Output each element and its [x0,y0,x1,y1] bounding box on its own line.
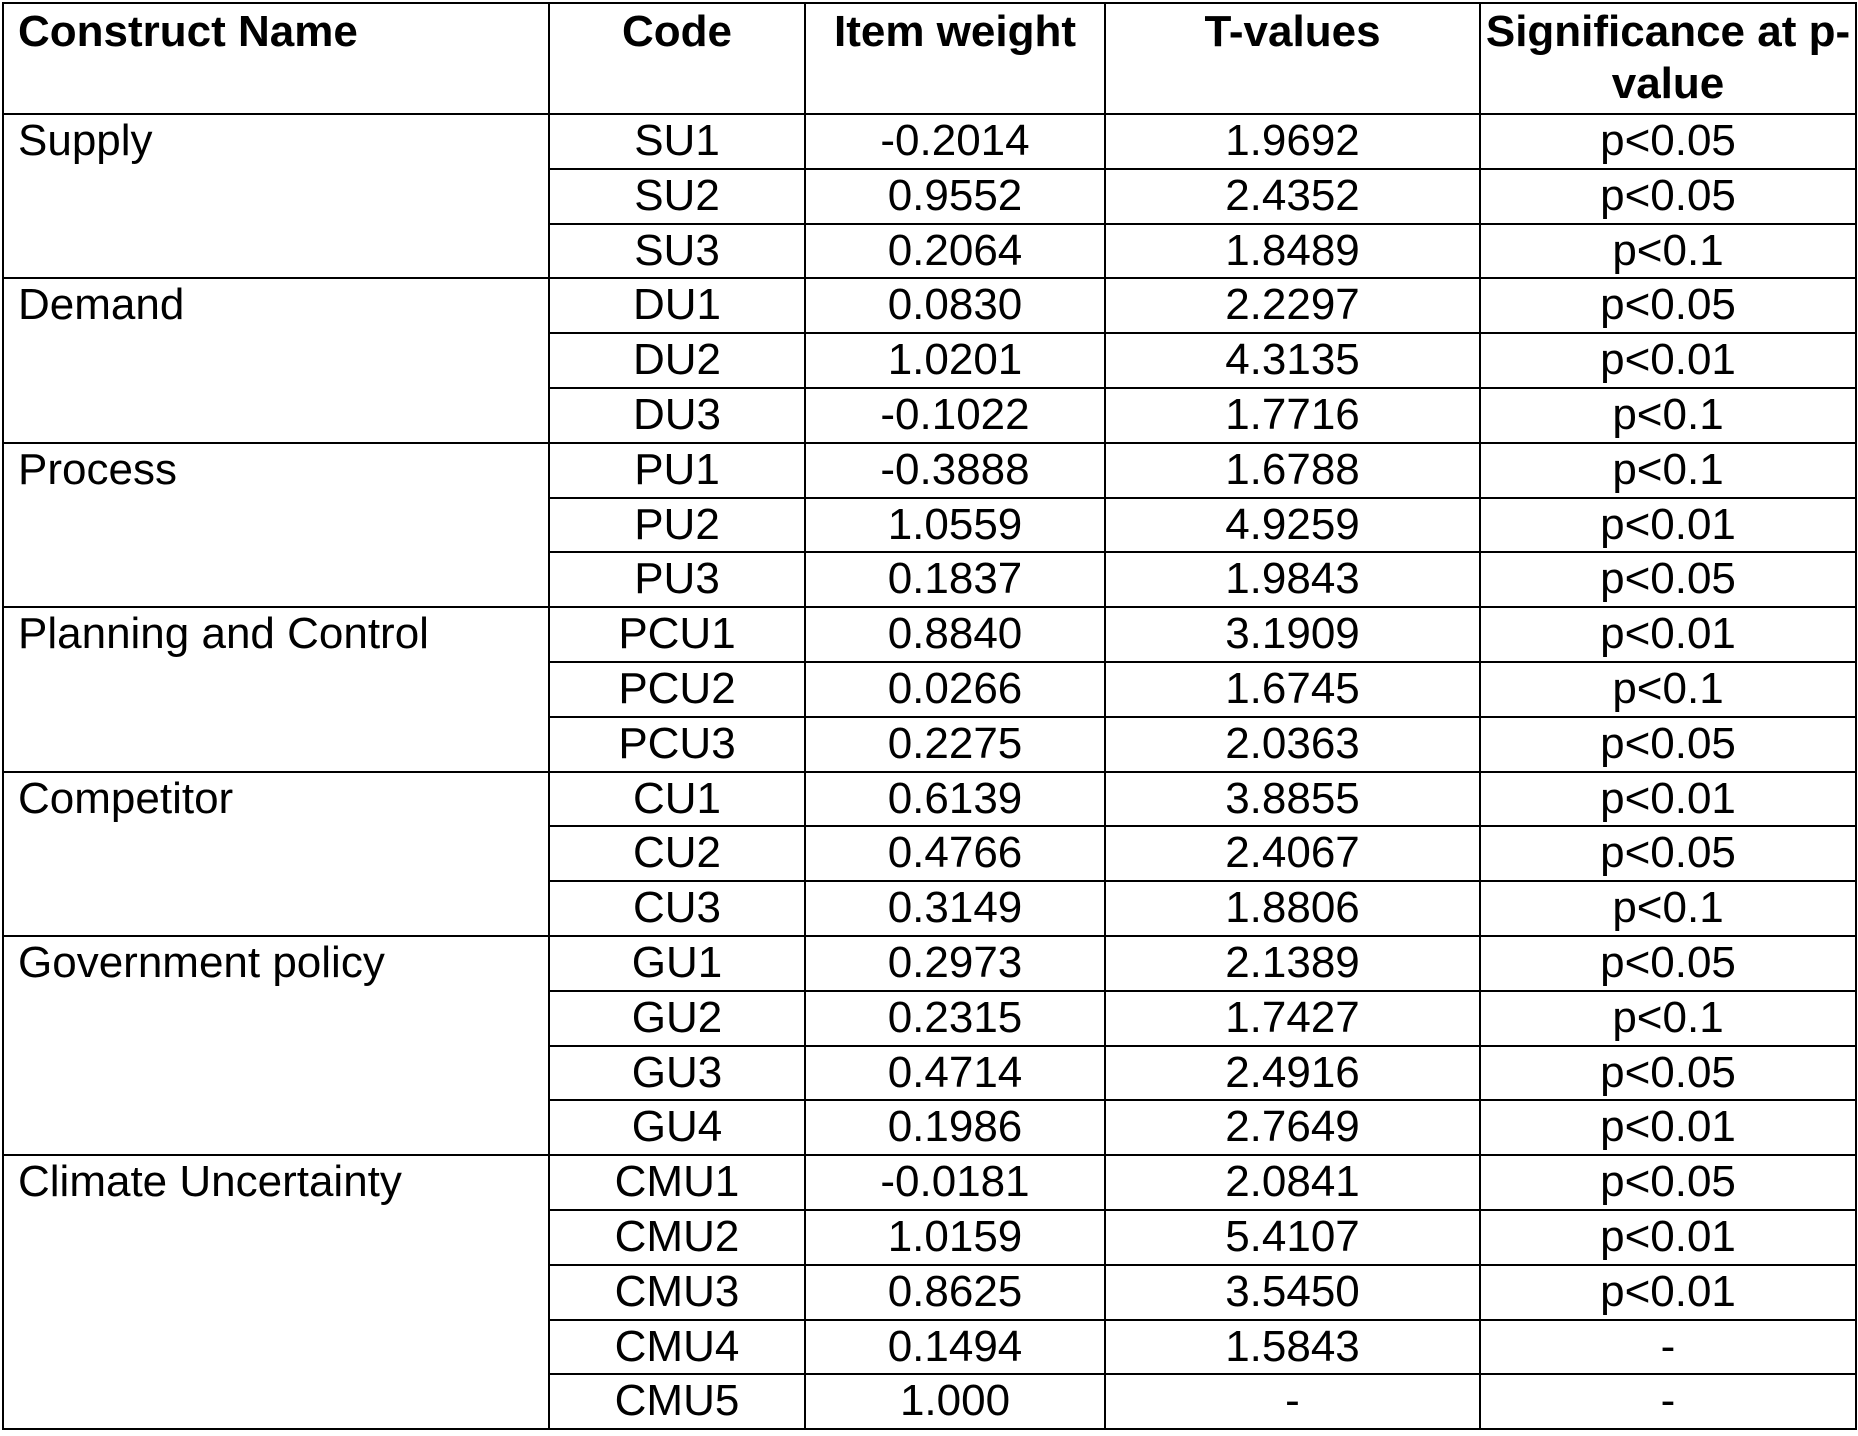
item-weight-cell: -0.3888 [805,443,1105,498]
code-cell: PCU2 [549,662,805,717]
t-value-cell: 1.6745 [1105,662,1480,717]
t-value-cell: 2.4067 [1105,826,1480,881]
significance-cell: p<0.01 [1480,772,1856,827]
item-weight-cell: 0.8625 [805,1265,1105,1320]
significance-cell: p<0.01 [1480,1265,1856,1320]
code-cell: CMU3 [549,1265,805,1320]
t-value-cell: 2.0363 [1105,717,1480,772]
code-cell: DU1 [549,278,805,333]
construct-name-cell: Process [3,443,549,607]
significance-cell: p<0.05 [1480,1046,1856,1101]
code-cell: DU2 [549,333,805,388]
item-weight-cell: 0.2973 [805,936,1105,991]
table-row [3,278,1856,333]
item-weight-cell: 0.0266 [805,662,1105,717]
t-value-cell: 1.5843 [1105,1320,1480,1375]
item-weight-cell: 1.0159 [805,1210,1105,1265]
significance-cell: p<0.05 [1480,278,1856,333]
table-row [3,607,1856,662]
significance-cell: p<0.1 [1480,388,1856,443]
table-header [3,3,1856,114]
significance-cell: p<0.1 [1480,662,1856,717]
item-weight-cell: 0.2315 [805,991,1105,1046]
significance-cell: p<0.1 [1480,991,1856,1046]
t-value-cell: 2.0841 [1105,1155,1480,1210]
construct-name-cell: Supply [3,114,549,278]
t-value-cell: 2.4916 [1105,1046,1480,1101]
t-value-cell: 1.8489 [1105,224,1480,279]
t-value-cell: 1.7427 [1105,991,1480,1046]
construct-name-cell: Planning and Control [3,607,549,771]
significance-cell: p<0.1 [1480,224,1856,279]
t-value-cell: 4.3135 [1105,333,1480,388]
item-weight-cell: 0.3149 [805,881,1105,936]
code-cell: SU3 [549,224,805,279]
item-weight-cell: 0.1837 [805,552,1105,607]
results-table [2,2,1857,1430]
code-cell: GU3 [549,1046,805,1101]
item-weight-cell: 0.4766 [805,826,1105,881]
item-weight-cell: 0.1494 [805,1320,1105,1375]
header-construct-name: Construct Name [3,3,549,114]
code-cell: CU1 [549,772,805,827]
table-row [3,114,1856,169]
code-cell: DU3 [549,388,805,443]
significance-cell: p<0.01 [1480,333,1856,388]
header-code: Code [549,3,805,114]
item-weight-cell: 0.2275 [805,717,1105,772]
table-row [3,443,1856,498]
code-cell: CU2 [549,826,805,881]
t-value-cell: - [1105,1374,1480,1429]
header-item-weight: Item weight [805,3,1105,114]
item-weight-cell: 0.8840 [805,607,1105,662]
item-weight-cell: 0.2064 [805,224,1105,279]
item-weight-cell: -0.0181 [805,1155,1105,1210]
significance-cell: p<0.05 [1480,169,1856,224]
code-cell: GU1 [549,936,805,991]
construct-name-cell: Climate Uncertainty [3,1155,549,1429]
significance-cell: - [1480,1320,1856,1375]
item-weight-cell: 1.000 [805,1374,1105,1429]
significance-cell: p<0.05 [1480,717,1856,772]
t-value-cell: 1.6788 [1105,443,1480,498]
header-row [3,3,1856,114]
significance-cell: p<0.05 [1480,936,1856,991]
significance-cell: p<0.01 [1480,607,1856,662]
item-weight-cell: 0.4714 [805,1046,1105,1101]
significance-cell: p<0.1 [1480,443,1856,498]
t-value-cell: 1.9692 [1105,114,1480,169]
item-weight-cell: -0.2014 [805,114,1105,169]
item-weight-cell: 0.9552 [805,169,1105,224]
code-cell: CU3 [549,881,805,936]
t-value-cell: 5.4107 [1105,1210,1480,1265]
item-weight-cell: 0.6139 [805,772,1105,827]
code-cell: CMU1 [549,1155,805,1210]
code-cell: PCU3 [549,717,805,772]
construct-name-cell: Demand [3,278,549,442]
t-value-cell: 2.2297 [1105,278,1480,333]
code-cell: PCU1 [549,607,805,662]
t-value-cell: 1.8806 [1105,881,1480,936]
table-row [3,1155,1856,1210]
item-weight-cell: 0.0830 [805,278,1105,333]
code-cell: CMU5 [549,1374,805,1429]
code-cell: PU2 [549,498,805,553]
item-weight-cell: 1.0201 [805,333,1105,388]
code-cell: PU3 [549,552,805,607]
construct-name-cell: Competitor [3,772,549,936]
significance-cell: p<0.05 [1480,552,1856,607]
significance-cell: p<0.01 [1480,498,1856,553]
significance-cell: p<0.05 [1480,114,1856,169]
construct-name-cell: Government policy [3,936,549,1155]
significance-cell: p<0.1 [1480,881,1856,936]
table-body [3,114,1856,1429]
item-weight-cell: 1.0559 [805,498,1105,553]
t-value-cell: 3.1909 [1105,607,1480,662]
table-row [3,936,1856,991]
significance-cell: p<0.05 [1480,826,1856,881]
code-cell: CMU2 [549,1210,805,1265]
significance-cell: p<0.05 [1480,1155,1856,1210]
t-value-cell: 1.9843 [1105,552,1480,607]
significance-cell: p<0.01 [1480,1210,1856,1265]
item-weight-cell: -0.1022 [805,388,1105,443]
code-cell: SU1 [549,114,805,169]
table-row [3,772,1856,827]
code-cell: SU2 [549,169,805,224]
code-cell: CMU4 [549,1320,805,1375]
significance-cell: p<0.01 [1480,1100,1856,1155]
t-value-cell: 4.9259 [1105,498,1480,553]
code-cell: PU1 [549,443,805,498]
header-significance: Significance at p-value [1480,3,1856,114]
t-value-cell: 2.1389 [1105,936,1480,991]
t-value-cell: 3.5450 [1105,1265,1480,1320]
header-t-values: T-values [1105,3,1480,114]
code-cell: GU2 [549,991,805,1046]
t-value-cell: 2.4352 [1105,169,1480,224]
t-value-cell: 3.8855 [1105,772,1480,827]
item-weight-cell: 0.1986 [805,1100,1105,1155]
t-value-cell: 2.7649 [1105,1100,1480,1155]
t-value-cell: 1.7716 [1105,388,1480,443]
code-cell: GU4 [549,1100,805,1155]
significance-cell: - [1480,1374,1856,1429]
